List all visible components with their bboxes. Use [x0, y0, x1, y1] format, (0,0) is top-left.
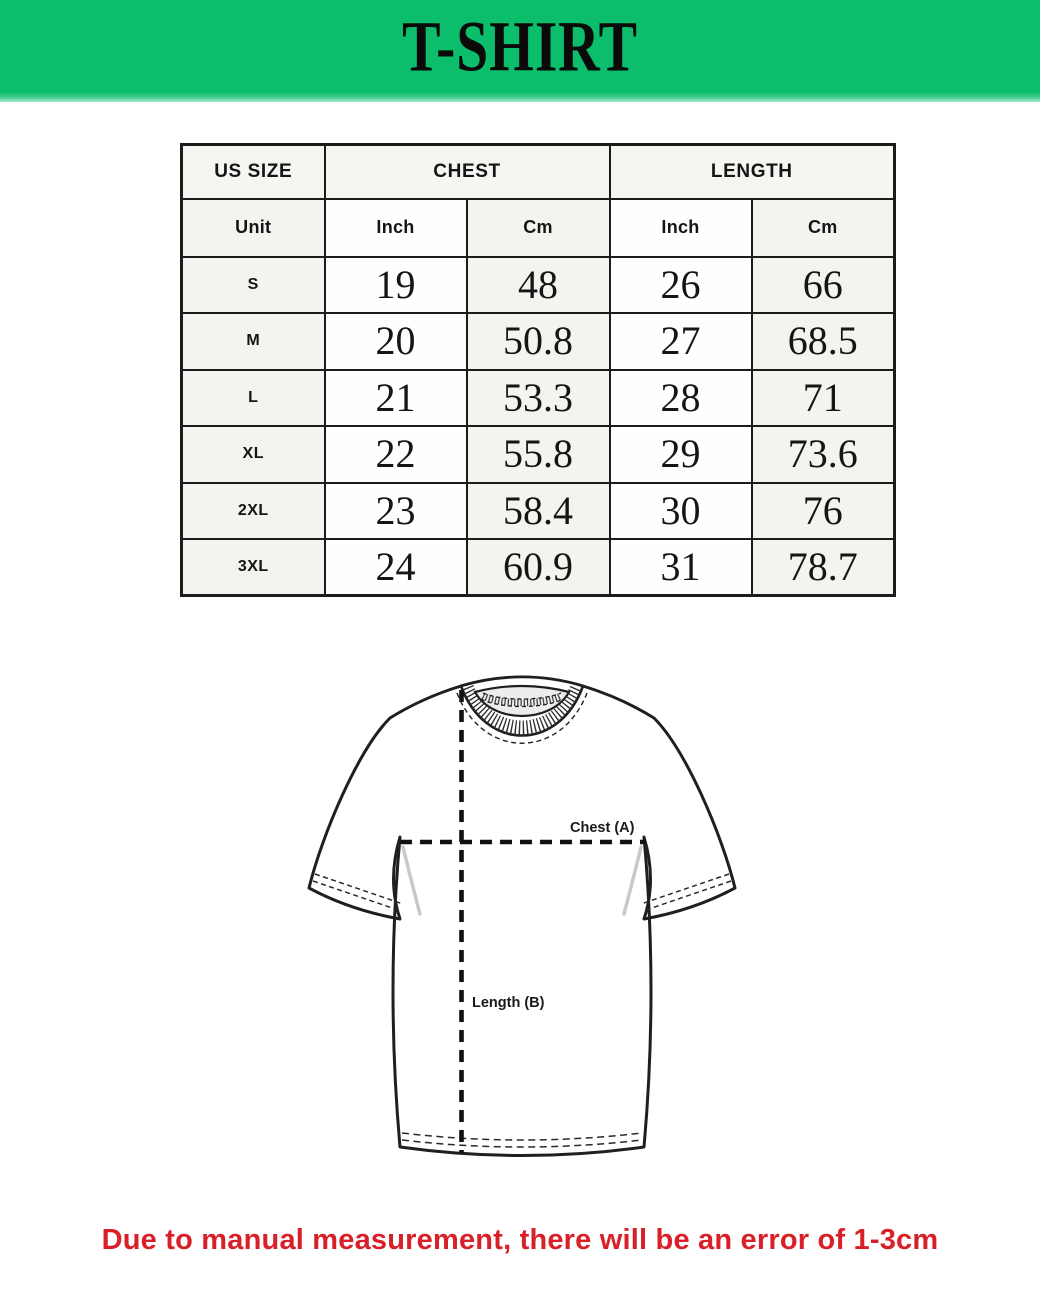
size-label: S	[182, 257, 325, 314]
unit-header: Unit	[182, 199, 325, 257]
table-row-s	[182, 257, 895, 314]
tshirt-outline	[309, 677, 735, 1156]
size-table	[180, 143, 896, 597]
tshirt-diagram	[260, 650, 780, 1180]
table-row-l	[182, 370, 895, 427]
chest-inch-value: 22	[325, 426, 467, 483]
col-header-length: LENGTH	[610, 145, 895, 199]
chest-cm-value: 48	[467, 257, 610, 314]
table-row-2xl	[182, 483, 895, 540]
length-inch-value: 28	[610, 370, 752, 427]
length-cm-header: Cm	[752, 199, 895, 257]
length-cm-value: 68.5	[752, 313, 895, 370]
table-row-xl	[182, 426, 895, 483]
chest-cm-value: 50.8	[467, 313, 610, 370]
page-title: T-SHIRT	[402, 6, 638, 87]
table-row-m	[182, 313, 895, 370]
length-cm-value: 76	[752, 483, 895, 540]
length-label: Length (B)	[472, 995, 545, 1011]
length-inch-header: Inch	[610, 199, 752, 257]
chest-inch-value: 24	[325, 539, 467, 596]
chest-label: Chest (A)	[570, 820, 635, 836]
table-header-row	[182, 145, 895, 199]
measurement-disclaimer: Due to manual measurement, there will be an error of 1-3cm	[101, 1224, 939, 1256]
chest-inch-value: 21	[325, 370, 467, 427]
chest-inch-header: Inch	[325, 199, 467, 257]
chest-cm-value: 58.4	[467, 483, 610, 540]
chest-inch-value: 19	[325, 257, 467, 314]
size-label: L	[182, 370, 325, 427]
table-row-3xl	[182, 539, 895, 596]
length-cm-value: 73.6	[752, 426, 895, 483]
chest-cm-value: 60.9	[467, 539, 610, 596]
col-header-chest: CHEST	[325, 145, 610, 199]
header-banner	[0, 0, 1040, 102]
col-header-us-size: US SIZE	[182, 145, 325, 199]
chest-cm-value: 55.8	[467, 426, 610, 483]
chest-inch-value: 20	[325, 313, 467, 370]
length-inch-value: 30	[610, 483, 752, 540]
size-label: XL	[182, 426, 325, 483]
length-inch-value: 31	[610, 539, 752, 596]
length-cm-value: 71	[752, 370, 895, 427]
chest-inch-value: 23	[325, 483, 467, 540]
length-inch-value: 29	[610, 426, 752, 483]
size-label: 3XL	[182, 539, 325, 596]
chest-cm-header: Cm	[467, 199, 610, 257]
table-unit-row	[182, 199, 895, 257]
size-label: 2XL	[182, 483, 325, 540]
length-inch-value: 27	[610, 313, 752, 370]
length-cm-value: 78.7	[752, 539, 895, 596]
length-inch-value: 26	[610, 257, 752, 314]
length-cm-value: 66	[752, 257, 895, 314]
size-label: M	[182, 313, 325, 370]
chest-cm-value: 53.3	[467, 370, 610, 427]
